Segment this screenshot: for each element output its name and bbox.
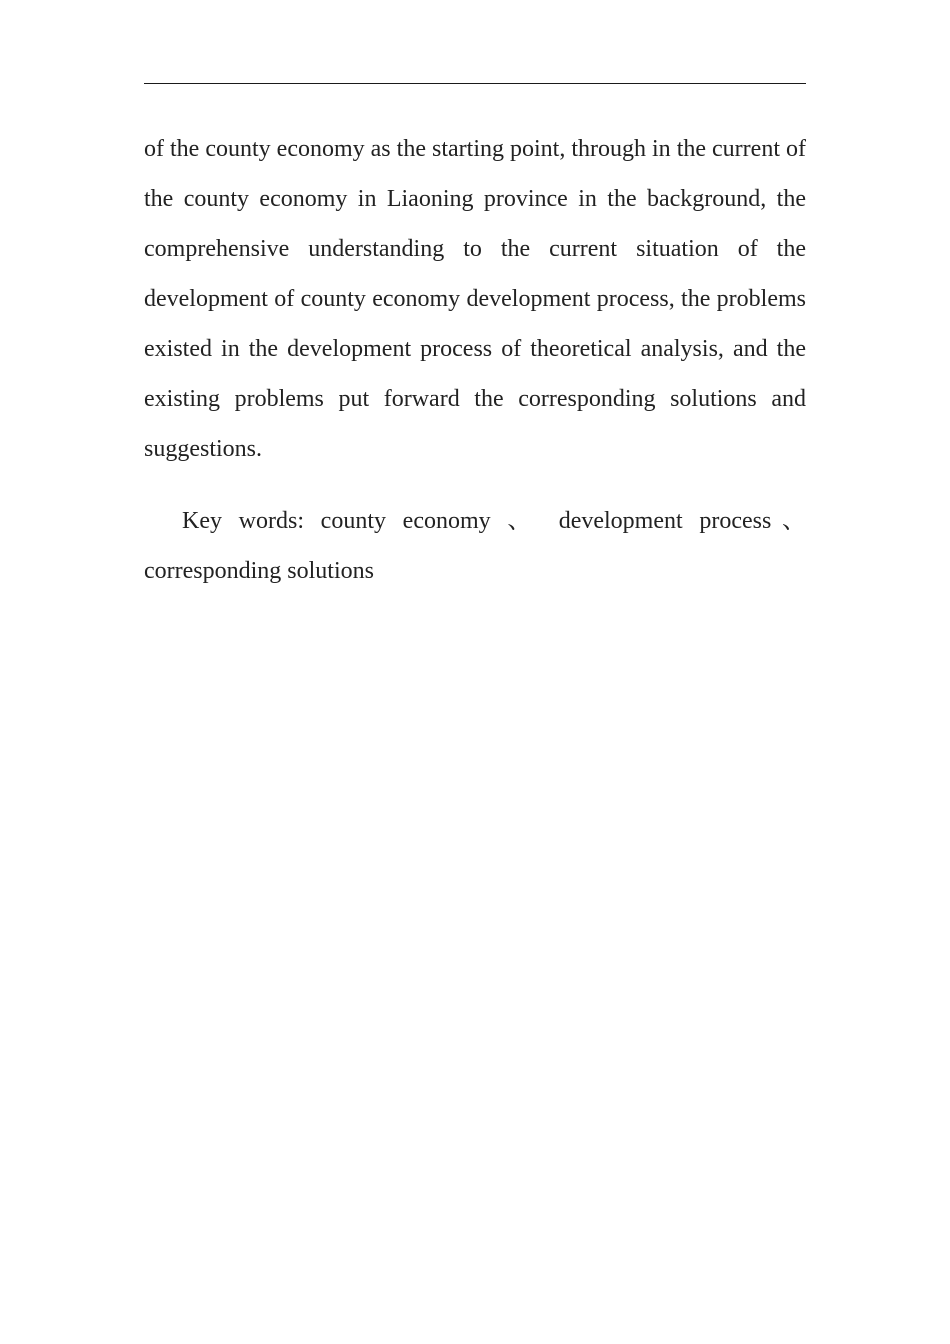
abstract-paragraph: of the county economy as the starting point, through in the current of the county economy in Liaoning province in the background, the comprehensive understanding to the current situation of the development of county economy development process, the problems existed in the development process of theoretical analysis, and the existing problems put forward the corresponding solutions and suggestions.: [144, 136, 806, 462]
header-rule: [144, 83, 806, 84]
keywords-line: Key words: county economy 、 development process、corresponding solutions: [144, 508, 806, 584]
abstract-body: [144, 124, 806, 596]
